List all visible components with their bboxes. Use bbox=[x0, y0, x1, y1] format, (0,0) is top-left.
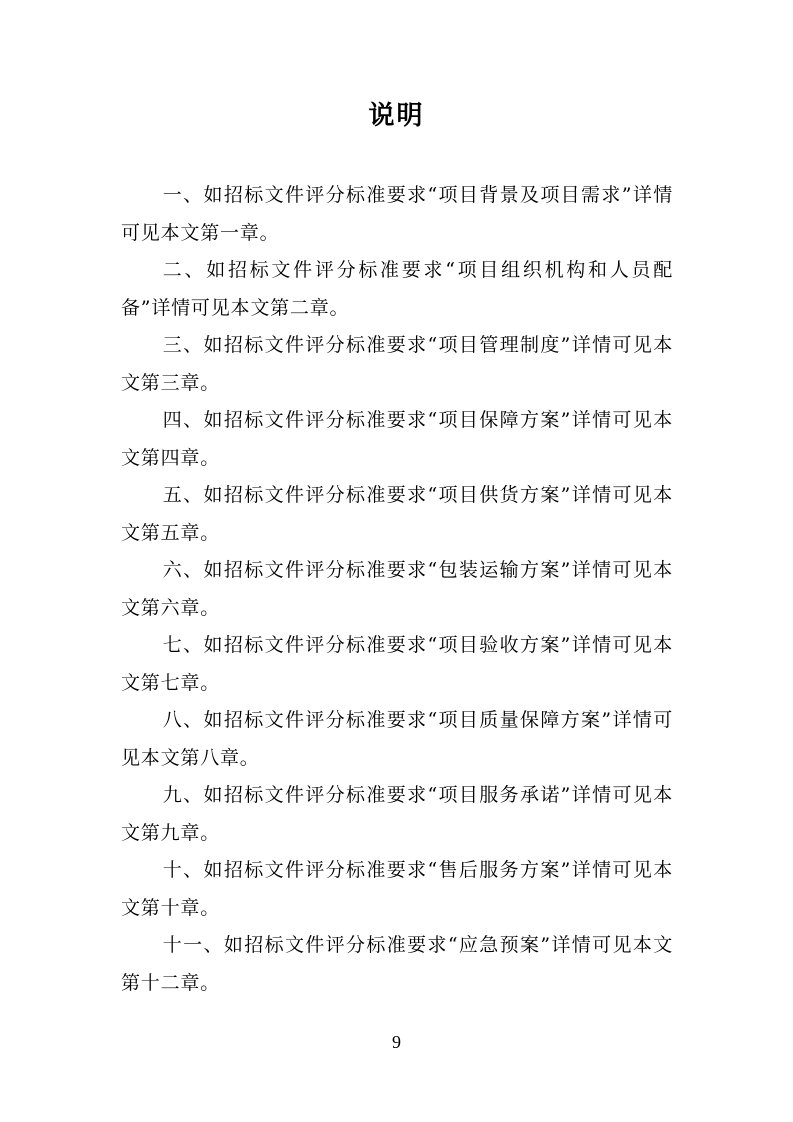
paragraph-8: 八、如招标文件评分标准要求“项目质量保障方案”详情可见本文第八章。 bbox=[121, 709, 673, 769]
page-number: 9 bbox=[392, 1032, 401, 1052]
paragraph-3: 三、如招标文件评分标准要求“项目管理制度”详情可见本文第三章。 bbox=[121, 334, 673, 394]
paragraph-6: 六、如招标文件评分标准要求“包装运输方案”详情可见本文第六章。 bbox=[121, 559, 673, 619]
page-title: 说明 bbox=[368, 101, 425, 131]
body-text bbox=[121, 177, 673, 1002]
paragraph-4: 四、如招标文件评分标准要求“项目保障方案”详情可见本文第四章。 bbox=[121, 409, 673, 469]
paragraph-9: 九、如招标文件评分标准要求“项目服务承诺”详情可见本文第九章。 bbox=[121, 784, 673, 844]
paragraph-1: 一、如招标文件评分标准要求“项目背景及项目需求”详情可见本文第一章。 bbox=[121, 184, 673, 244]
paragraph-11: 十一、如招标文件评分标准要求“应急预案”详情可见本文第十二章。 bbox=[121, 934, 673, 994]
paragraph-10: 十、如招标文件评分标准要求“售后服务方案”详情可见本文第十章。 bbox=[121, 859, 673, 919]
paragraph-7: 七、如招标文件评分标准要求“项目验收方案”详情可见本文第七章。 bbox=[121, 634, 673, 694]
paragraph-2: 二、如招标文件评分标准要求“项目组织机构和人员配备”详情可见本文第二章。 bbox=[121, 259, 673, 319]
paragraph-5: 五、如招标文件评分标准要求“项目供货方案”详情可见本文第五章。 bbox=[121, 484, 673, 544]
